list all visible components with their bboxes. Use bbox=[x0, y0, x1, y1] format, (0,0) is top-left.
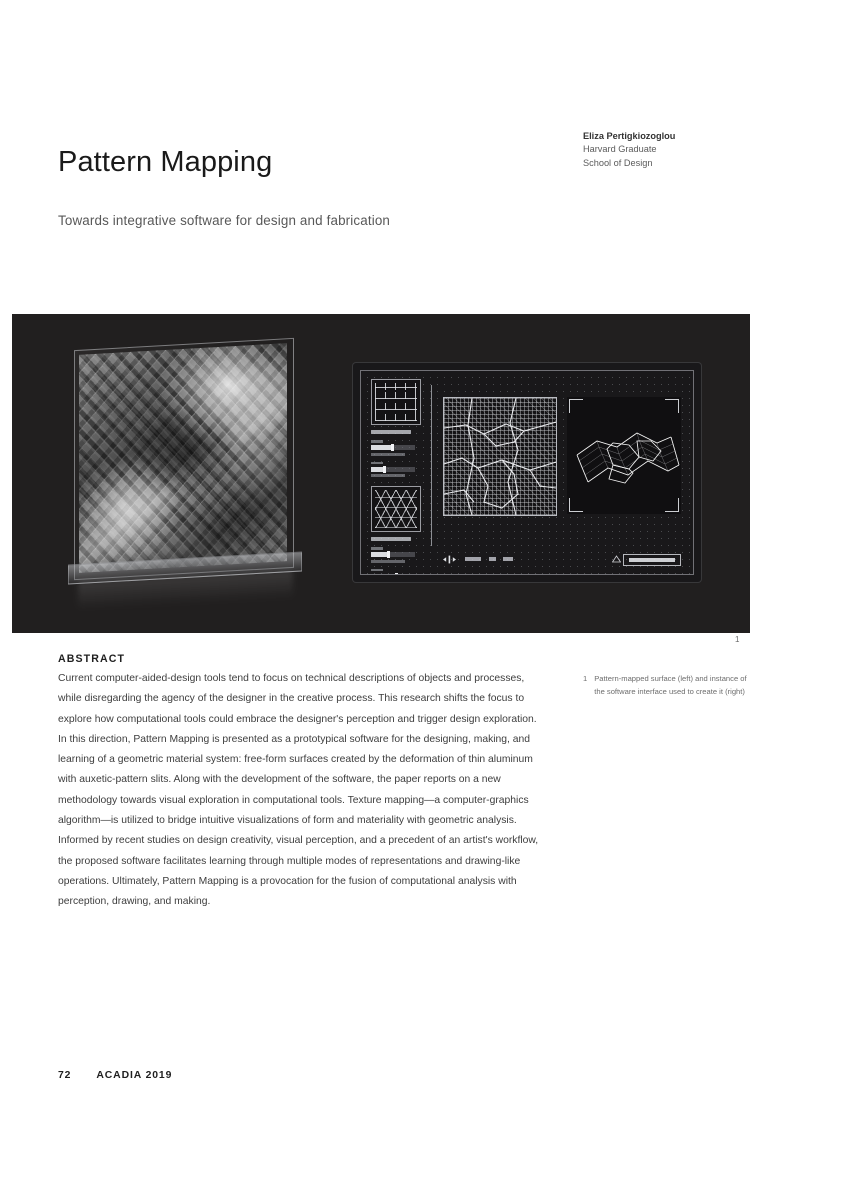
software-interface-screenshot bbox=[353, 363, 701, 582]
pattern-thumbnail-2[interactable] bbox=[371, 486, 421, 532]
status-label-mode bbox=[465, 557, 481, 561]
pattern-thumbnail-1[interactable] bbox=[371, 379, 421, 425]
pattern-1-scale-control[interactable] bbox=[371, 440, 421, 456]
figure-image bbox=[12, 314, 750, 633]
pattern-canvas-2d[interactable] bbox=[443, 397, 557, 516]
pattern-1-scale-value bbox=[371, 453, 405, 456]
status-label-value-1 bbox=[489, 557, 496, 561]
footer-publication: ACADIA 2019 bbox=[96, 1070, 173, 1081]
pattern-2-scale-value bbox=[371, 560, 405, 563]
export-icon[interactable] bbox=[612, 555, 621, 563]
pattern-2-label bbox=[371, 537, 411, 541]
pattern-1-rotation-slider[interactable] bbox=[371, 467, 415, 472]
author-affiliation-line-2: School of Design bbox=[583, 157, 653, 168]
software-screen bbox=[360, 370, 694, 575]
figure-caption-text: Pattern-mapped surface (left) and instance of the software interface used to create it (right) bbox=[594, 674, 747, 696]
figure-caption bbox=[583, 673, 748, 698]
sidebar-divider bbox=[431, 385, 432, 546]
pattern-1-label bbox=[371, 430, 411, 434]
pattern-2-rotation-control[interactable] bbox=[371, 569, 421, 576]
export-button-label bbox=[629, 558, 675, 562]
pan-arrows-icon[interactable] bbox=[443, 555, 456, 564]
page-title: Pattern Mapping bbox=[58, 146, 273, 179]
pattern-2-scale-caption bbox=[371, 547, 383, 550]
figure-caption-number: 1 bbox=[583, 674, 588, 683]
pattern-2-scale-slider[interactable] bbox=[371, 552, 415, 557]
pattern-library-sidebar bbox=[371, 379, 421, 566]
page-subtitle: Towards integrative software for design and fabrication bbox=[58, 213, 391, 228]
faceted-aluminum-surface bbox=[79, 343, 287, 573]
author-affiliation-line-1: Harvard Graduate bbox=[583, 144, 657, 155]
pattern-2-rotation-slider[interactable] bbox=[371, 574, 415, 576]
triangular-pattern-icon bbox=[375, 490, 417, 528]
author-block bbox=[583, 130, 763, 170]
page-footer bbox=[58, 1070, 172, 1081]
wireframe-surface bbox=[567, 397, 681, 514]
pattern-1-rotation-caption bbox=[371, 462, 383, 465]
abstract-heading: ABSTRACT bbox=[58, 653, 126, 665]
status-label-value-2 bbox=[503, 557, 513, 561]
footer-page-number: 72 bbox=[58, 1070, 72, 1081]
export-button[interactable] bbox=[623, 554, 681, 566]
pattern-1-rotation-control[interactable] bbox=[371, 462, 421, 478]
figure-marker: 1 bbox=[735, 635, 740, 644]
surface-viewport-3d[interactable] bbox=[567, 397, 681, 514]
pattern-2-rotation-caption bbox=[371, 569, 383, 572]
abstract-body: Current computer-aided-design tools tend to focus on technical descriptions of objects and processes, while disregarding the agency of the designer in the creative process. This research shifts the focus to explore how computational tools could embrace the designer's perception and trigger design exploration. In this direction, Pattern Mapping is presented as a prototypical software for the designing, making, and learning of a geometric material system: free-form surfaces created by the deformation of thin aluminum with auxetic-pattern slits. Along with the development of the software, the paper reports on a new methodology towards visual exploration in computational tools. Texture mapping—a computer-graphics algorithm—is utilized to bridge intuitive visualizations of form and materiality with geometric analysis. Informed by recent studies on design creativity, visual perception, and a precedent of an artist's workflow, the proposed software facilitates learning through multiple modes of representations and drawing-like operations. Ultimately, Pattern Mapping is a provocation for the fusion of computational analysis with perception, drawing, and making. bbox=[58, 673, 539, 908]
pattern-2-scale-control[interactable] bbox=[371, 547, 421, 563]
software-status-bar bbox=[443, 554, 683, 565]
author-name: Eliza Pertigkiozoglou bbox=[583, 131, 676, 141]
pattern-mapped-surface-photo bbox=[60, 336, 310, 598]
square-pattern-icon bbox=[375, 383, 417, 421]
pattern-1-scale-slider[interactable] bbox=[371, 445, 415, 450]
pattern-1-scale-caption bbox=[371, 440, 383, 443]
pattern-1-rotation-value bbox=[371, 474, 405, 477]
